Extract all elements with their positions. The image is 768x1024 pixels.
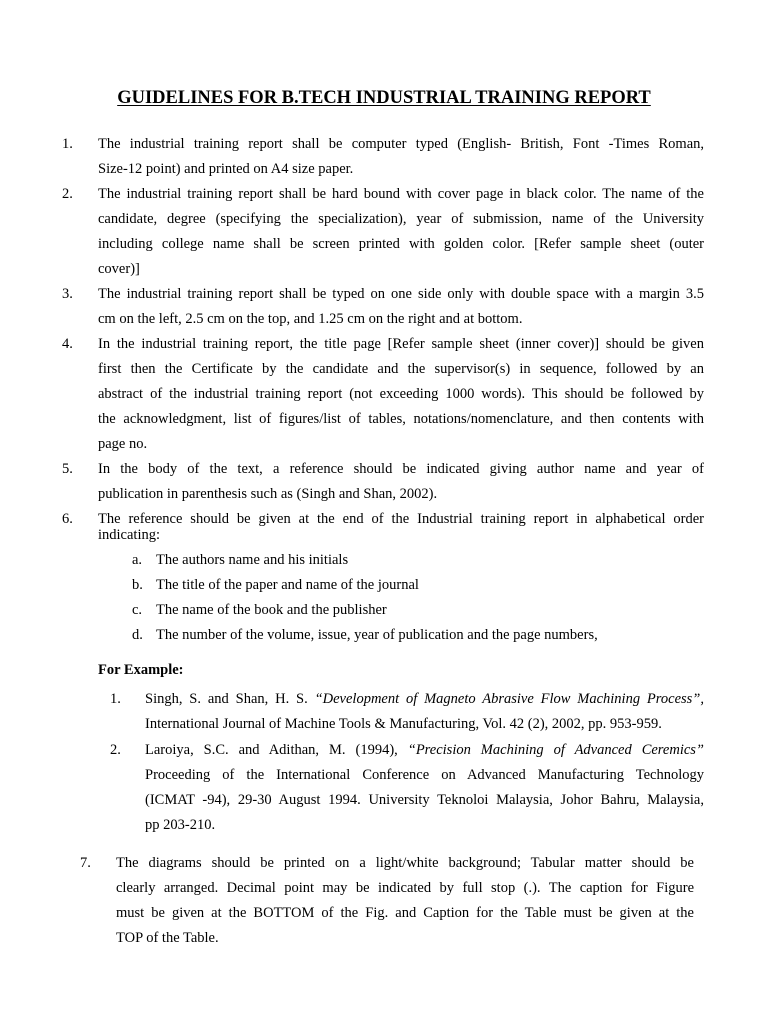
reference-line [145,687,704,712]
item-text [98,332,704,457]
sub-item-label: c. [132,602,143,618]
text-line: The industrial training report shall be computer typed (English- British, Font -Times Roman, [98,136,704,152]
guideline-item-2 [62,182,704,282]
item-number: 2. [62,186,73,202]
reference-line: International Journal of Machine Tools & Manufacturing, Vol. 42 (2), 2002, pp. 953-959. [145,716,662,732]
sub-item-text: The title of the paper and name of the journal [156,577,419,593]
text-line: Size-12 point) and printed on A4 size paper. [98,161,354,177]
text-line: must be given at the BOTTOM of the Fig. and Caption for the Table must be given at the [116,905,694,921]
text-line: The diagrams should be printed on a light/white background; Tabular matter should be [116,855,694,871]
sub-item-d [132,623,598,648]
text-line: The industrial training report shall be hard bound with cover page in black color. The name of the [98,186,704,202]
text-line: The industrial training report shall be typed on one side only with double space with a margin 3.5 [98,286,704,302]
reference-authors: Laroiya, S.C. and Adithan, M. (1994), [145,742,408,758]
guideline-item-7 [80,851,694,951]
item-text [98,511,704,543]
item-text [98,132,704,182]
guideline-item-4 [62,332,704,457]
text-line: including college name shall be screen printed with golden color. [Refer sample sheet (outer [98,236,704,252]
text-line: clearly arranged. Decimal point may be indicated by full stop (.). The caption for Figure [116,880,694,896]
item-number: 5. [62,461,73,477]
sub-item-b [132,573,419,598]
text-line: first then the Certificate by the candidate and the supervisor(s) in sequence, followed by an [98,361,704,377]
reference-line: pp 203-210. [145,817,216,833]
reference-line [145,738,704,763]
item-number: 6. [62,511,73,527]
reference-number: 1. [110,691,121,707]
text-line: the acknowledgment, list of figures/list of tables, notations/nomenclature, and then contents with [98,411,704,427]
reference-authors: Singh, S. and Shan, H. S. [145,691,315,707]
item-number: 3. [62,286,73,302]
page-title: GUIDELINES FOR B.TECH INDUSTRIAL TRAINING REPORT [117,88,651,108]
text-line: TOP of the Table. [116,930,219,946]
reference-number: 2. [110,742,121,758]
sub-item-a [132,548,348,573]
reference-text [145,687,704,737]
text-line: The reference should be given at the end of the Industrial training report in alphabetical order [98,511,704,527]
sub-item-text: The name of the book and the publisher [156,602,387,618]
reference-text [145,738,704,838]
sub-item-label: d. [132,627,143,643]
item-text [98,457,704,507]
reference-line: (ICMAT -94), 29-30 August 1994. University Teknoloi Malaysia, Johor Bahru, Malaysia, [145,792,704,808]
item-text [98,182,704,282]
reference-item-2 [110,738,704,838]
example-heading: For Example: [98,662,184,678]
text-line: page no. [98,436,148,452]
guideline-item-6 [62,511,704,543]
item-text [98,282,704,332]
item-number: 4. [62,336,73,352]
reference-item-1 [110,687,704,737]
text-line: In the body of the text, a reference should be indicated giving author name and year of [98,461,704,477]
item-number: 1. [62,136,73,152]
sub-item-text: The number of the volume, issue, year of publication and the page numbers, [156,627,598,643]
sub-item-label: b. [132,577,143,593]
reference-title: “Precision Machining of Advanced Ceremics” [407,742,704,758]
text-line: cm on the left, 2.5 cm on the top, and 1.25 cm on the right and at bottom. [98,311,523,327]
guideline-item-1 [62,132,704,182]
sub-item-label: a. [132,552,143,568]
sub-item-text: The authors name and his initials [156,552,349,568]
text-line: In the industrial training report, the title page [Refer sample sheet (inner cover)] should be given [98,336,704,352]
guideline-item-5 [62,457,704,507]
item-number: 7. [80,855,91,871]
text-line: cover)] [98,261,140,277]
sub-item-c [132,598,387,623]
reference-line: Proceeding of the International Conference on Advanced Manufacturing Technology [145,767,704,783]
reference-title: “Development of Magneto Abrasive Flow Machining Process”, [314,691,704,707]
text-line: abstract of the industrial training report (not exceeding 1000 words). This should be followed by [98,386,704,402]
text-line: candidate, degree (specifying the specialization), year of submission, name of the University [98,211,704,227]
item-text [116,851,694,951]
text-line: publication in parenthesis such as (Singh and Shan, 2002). [98,486,438,502]
guideline-item-3 [62,282,704,332]
text-line: indicating: [98,527,161,543]
